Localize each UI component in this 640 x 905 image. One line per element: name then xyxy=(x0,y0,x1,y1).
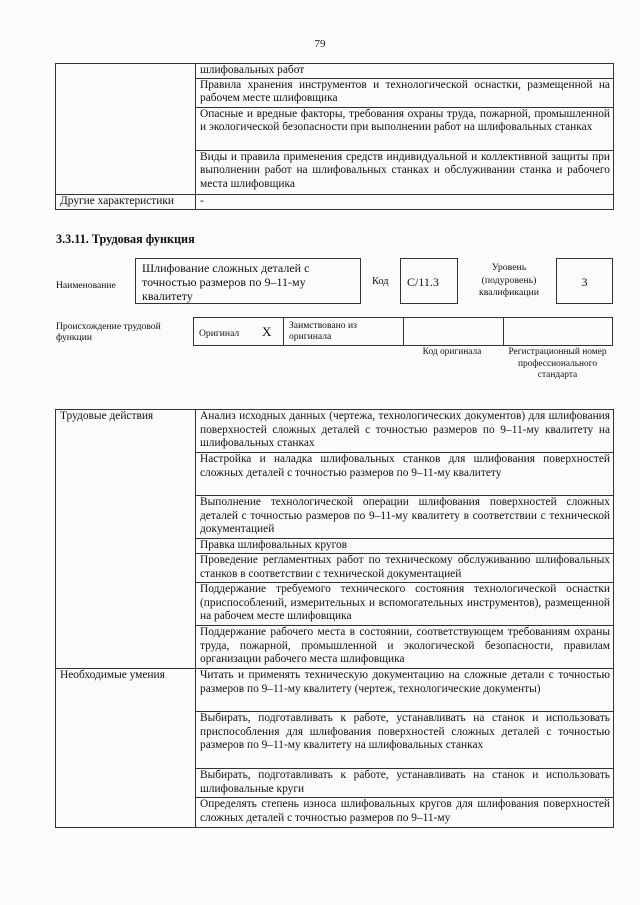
original-code-caption: Код оригинала xyxy=(422,347,482,357)
skill-item: Выбирать, подготавливать к работе, устанавливать на станок и использовать приспособления для шлифования поверхностей сложных деталей с точностью размеров по 9–11-му квалитету на шлифовальных станках xyxy=(196,712,614,769)
qualification-level-label: Уровень (подуровень) квалификации xyxy=(478,262,540,298)
name-value-box xyxy=(135,258,361,304)
section-title: 3.3.11. Трудовая функция xyxy=(56,232,195,246)
page-number: 79 xyxy=(314,38,326,50)
labor-action-item: Правка шлифовальных кругов xyxy=(196,539,614,554)
level-value-box xyxy=(556,258,613,304)
function-name: Шлифование сложных деталей с точностью размеров по 9–11-му квалитету xyxy=(142,261,310,303)
code-value: C/11.3 xyxy=(407,275,439,289)
labor-action-item: Поддержание требуемого технического состояния технологической оснастки (приспособлений, измерительных и вспомогательных инструментов), размещенной на рабочем месте шлифовщика xyxy=(196,583,614,626)
origin-label: Происхождение трудовой функции xyxy=(56,321,161,343)
skill-item: Выбирать, подготавливать к работе, устанавливать на станок и использовать шлифовальные круги xyxy=(196,769,614,798)
original-label: Оригинал xyxy=(199,328,240,339)
necessary-skills-label: Необходимые умения xyxy=(56,669,196,828)
top-table-empty-label xyxy=(56,64,196,195)
labor-action-item: Настройка и наладка шлифовальных станков для шлифования поверхностей сложных деталей с точностью размеров по 9–11-му квалитету xyxy=(196,453,614,496)
labor-action-item: Поддержание рабочего места в состоянии, соответствующем требованиям охраны труда, пожарной, промышленной и экологической безопасности, правилам организации рабочего места шлифовщика xyxy=(196,626,614,669)
top-table-row: шлифовальных работ xyxy=(196,64,614,79)
top-table-row: Опасные и вредные факторы, требования охраны труда, пожарной, промышленной и экологической безопасности при выполнении работ на шлифовальных станках xyxy=(196,107,614,150)
level-value: 3 xyxy=(581,275,588,289)
main-table xyxy=(55,409,614,828)
top-table xyxy=(55,63,614,210)
skill-item: Читать и применять техническую документацию на сложные детали с точностью размеров по 9–11-му квалитету (чертеж, технологические документы) xyxy=(196,669,614,712)
labor-action-item: Выполнение технологической операции шлифования поверхностей сложных деталей с точностью размеров по 9–11-му квалитету в соответствии с технической документацией xyxy=(196,496,614,539)
labor-action-item: Анализ исходных данных (чертежа, технологических документов) для шлифования поверхностей сложных деталей с точностью размеров по 9–11-му квалитету на шлифовальных станках xyxy=(196,410,614,453)
original-mark: X xyxy=(262,324,272,339)
borrowed-label: Заимствовано из оригинала xyxy=(289,320,357,342)
origin-divider xyxy=(403,318,404,345)
registration-number-caption: Регистрационный номер профессионального стандарта xyxy=(508,347,607,380)
code-label: Код xyxy=(372,276,389,287)
labor-actions-label: Трудовые действия xyxy=(56,410,196,669)
origin-row xyxy=(193,317,613,346)
origin-divider xyxy=(503,318,504,345)
top-table-row: Правила хранения инструментов и технологической оснастки, размещенной на рабочем месте шлифовщика xyxy=(196,78,614,107)
labor-action-item: Проведение регламентных работ по техническому обслуживанию шлифовальных станков в соответствии с технической документацией xyxy=(196,554,614,583)
origin-divider xyxy=(283,318,284,345)
other-characteristics-value: - xyxy=(196,194,614,209)
skill-item: Определять степень износа шлифовальных кругов для шлифования поверхностей сложных деталей с точностью размеров по 9–11-му xyxy=(196,798,614,828)
other-characteristics-label: Другие характеристики xyxy=(56,194,196,209)
top-table-row: Виды и правила применения средств индивидуальной и коллективной защиты при выполнении работ на шлифовальных станках и обслуживании станка и рабочего места шлифовщика xyxy=(196,150,614,194)
code-value-box xyxy=(400,258,458,304)
name-label: Наименование xyxy=(56,280,116,291)
